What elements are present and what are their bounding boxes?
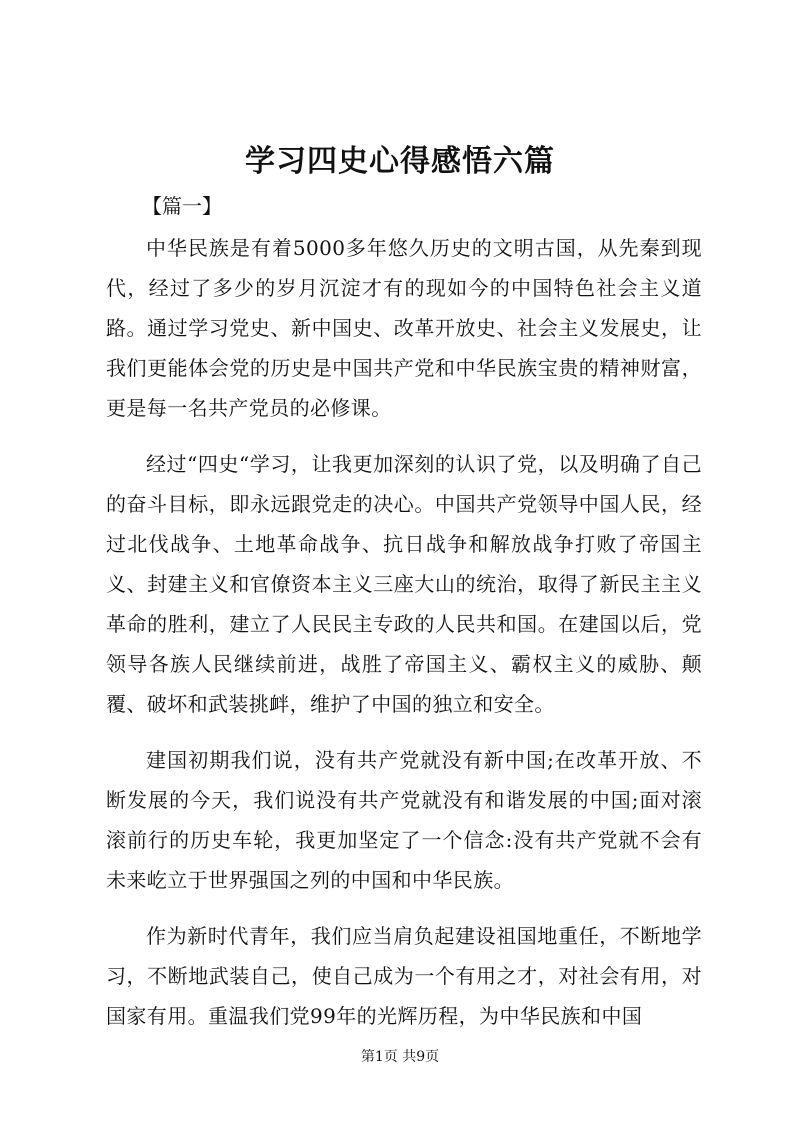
paragraph-1: 中华民族是有着5000多年悠久历史的文明古国，从先秦到现代，经过了多少的岁月沉淀才有的现如今的中国特色社会主义道路。通过学习党史、新中国史、改革开放史、社会主义发展史，让我们更能体会党的历史是中国共产党和中华民族宝贵的精神财富，更是每一名共产党员的必修课。 [106, 236, 702, 420]
paragraph-3: 建国初期我们说，没有共产党就没有新中国;在改革开放、不断发展的今天，我们说没有共产党就没有和谐发展的中国;面对滚滚前行的历史车轮，我更加坚定了一个信念:没有共产党就不会有未来屹立于世界强国之列的中国和中华民族。 [106, 748, 702, 892]
document-title: 学习四史心得感悟六篇 [245, 144, 555, 179]
paragraph-4: 作为新时代青年，我们应当肩负起建设祖国地重任，不断地学习，不断地武装自己，使自己成为一个有用之才，对社会有用，对国家有用。重温我们党99年的光辉历程，为中华民族和中国 [106, 924, 702, 1028]
document-body [106, 228, 702, 1052]
section-label: 【篇一】 [142, 194, 222, 218]
page-number-footer: 第1页 共9页 [360, 1049, 440, 1065]
paragraph-2: 经过“四史“学习，让我更加深刻的认识了党，以及明确了自己的奋斗目标，即永远跟党走的决心。中国共产党领导中国人民，经过北伐战争、土地革命战争、抗日战争和解放战争打败了帝国主义、封建主义和官僚资本主义三座大山的统治，取得了新民主主义革命的胜利，建立了人民民主专政的人民共和国。在建国以后，党领导各族人民继续前进，战胜了帝国主义、霸权主义的威胁、颠覆、破坏和武装挑衅，维护了中国的独立和安全。 [106, 452, 702, 716]
